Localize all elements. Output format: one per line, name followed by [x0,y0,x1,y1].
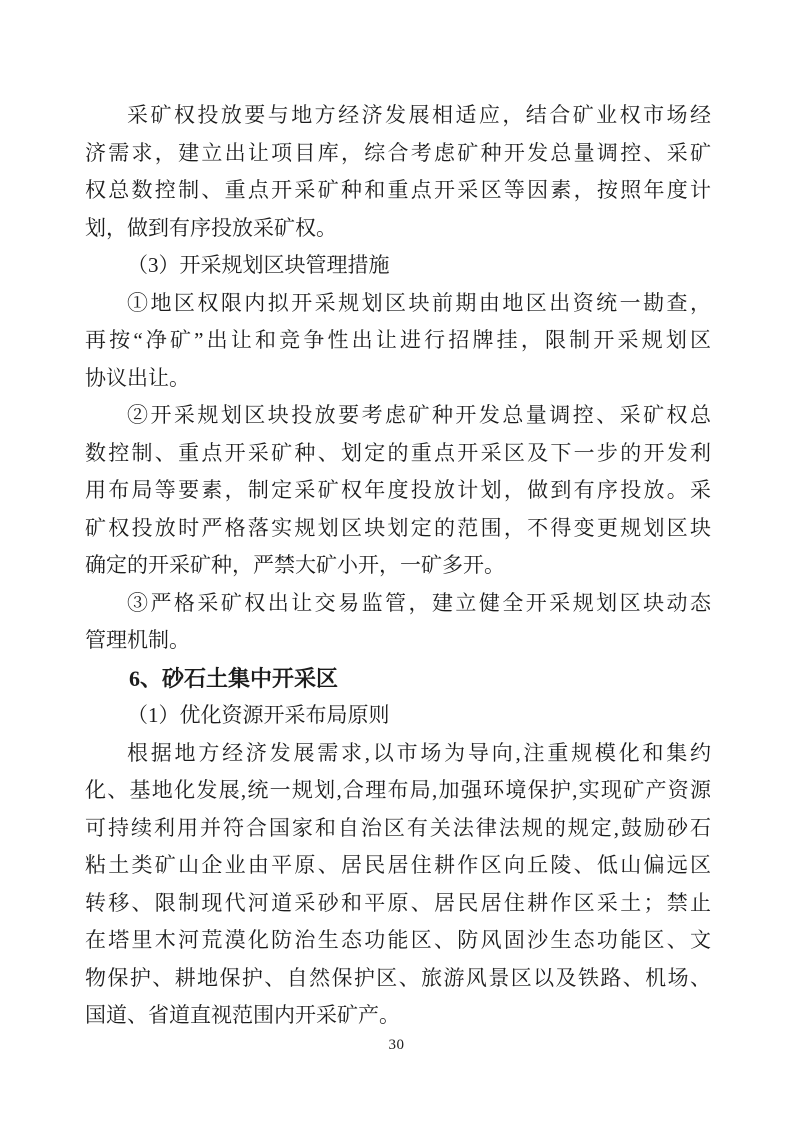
text-line: 确定的开采矿种，严禁大矿小开，一矿多开。 [85,553,505,577]
text-line: （1）优化资源开采布局原则 [127,703,390,727]
page-number: 30 [388,1037,405,1053]
text-line: ①地区权限内拟开采规划区块前期由地区出资统一勘查， [127,290,711,315]
text-line: 管理机制。 [85,628,190,652]
text-line: 化、基地化发展,统一规划,合理布局,加强环境保护,实现矿产资源 [85,778,711,802]
text-line: 根据地方经济发展需求,以市场为导向,注重规模化和集约 [127,740,711,765]
text-line: 用布局等要素，制定采矿权年度投放计划，做到有序投放。采 [85,478,711,502]
text-line: 转移、限制现代河道采砂和平原、居民居住耕作区采土；禁止 [85,890,711,915]
text-line: ②开采规划区块投放要考虑矿种开发总量调控、采矿权总 [127,403,711,427]
para-mining-right-allocation [85,97,711,247]
para-measure-3 [85,585,711,660]
text-line: 数控制、重点开采矿种、划定的重点开采区及下一步的开发利 [85,440,711,465]
heading-mining-block-management-measures [85,247,711,285]
heading-optimize-resource-mining-layout-principle [85,697,711,735]
text-line: 矿权投放时严格落实规划区块划定的范围，不得变更规划区块 [85,515,711,540]
para-measure-1 [85,285,711,398]
para-layout-principle [85,735,711,1035]
text-line: 国道、省道直视范围内开采矿产。 [85,1003,400,1027]
text-line: ③严格采矿权出让交易监管，建立健全开采规划区块动态 [127,590,711,615]
text-line: 权总数控制、重点开采矿种和重点开采区等因素，按照年度计 [85,178,711,202]
text-line: 划，做到有序投放采矿权。 [85,215,337,240]
page-footer [0,1036,793,1054]
text-line: 粘土类矿山企业由平原、居民居住耕作区向丘陵、低山偏远区 [85,853,711,877]
heading-sand-gravel-clay-concentrated-mining-zone [85,660,711,698]
text-line: 在塔里木河荒漠化防治生态功能区、防风固沙生态功能区、文 [85,928,711,952]
text-line: 6、砂石土集中开采区 [129,665,339,691]
text-line: 协议出让。 [85,365,190,390]
text-line: 济需求，建立出让项目库，综合考虑矿种开发总量调控、采矿 [85,140,711,165]
para-measure-2 [85,397,711,585]
document-body [85,97,711,1035]
text-line: （3）开采规划区块管理措施 [127,253,390,277]
text-line: 可持续利用并符合国家和自治区有关法律法规的规定,鼓励砂石 [85,815,711,840]
text-line: 采矿权投放要与地方经济发展相适应，结合矿业权市场经 [127,103,711,127]
text-line: 物保护、耕地保护、自然保护区、旅游风景区以及铁路、机场、 [85,965,711,990]
text-line: 再按“净矿”出让和竞争性出让进行招牌挂，限制开采规划区 [85,328,711,352]
